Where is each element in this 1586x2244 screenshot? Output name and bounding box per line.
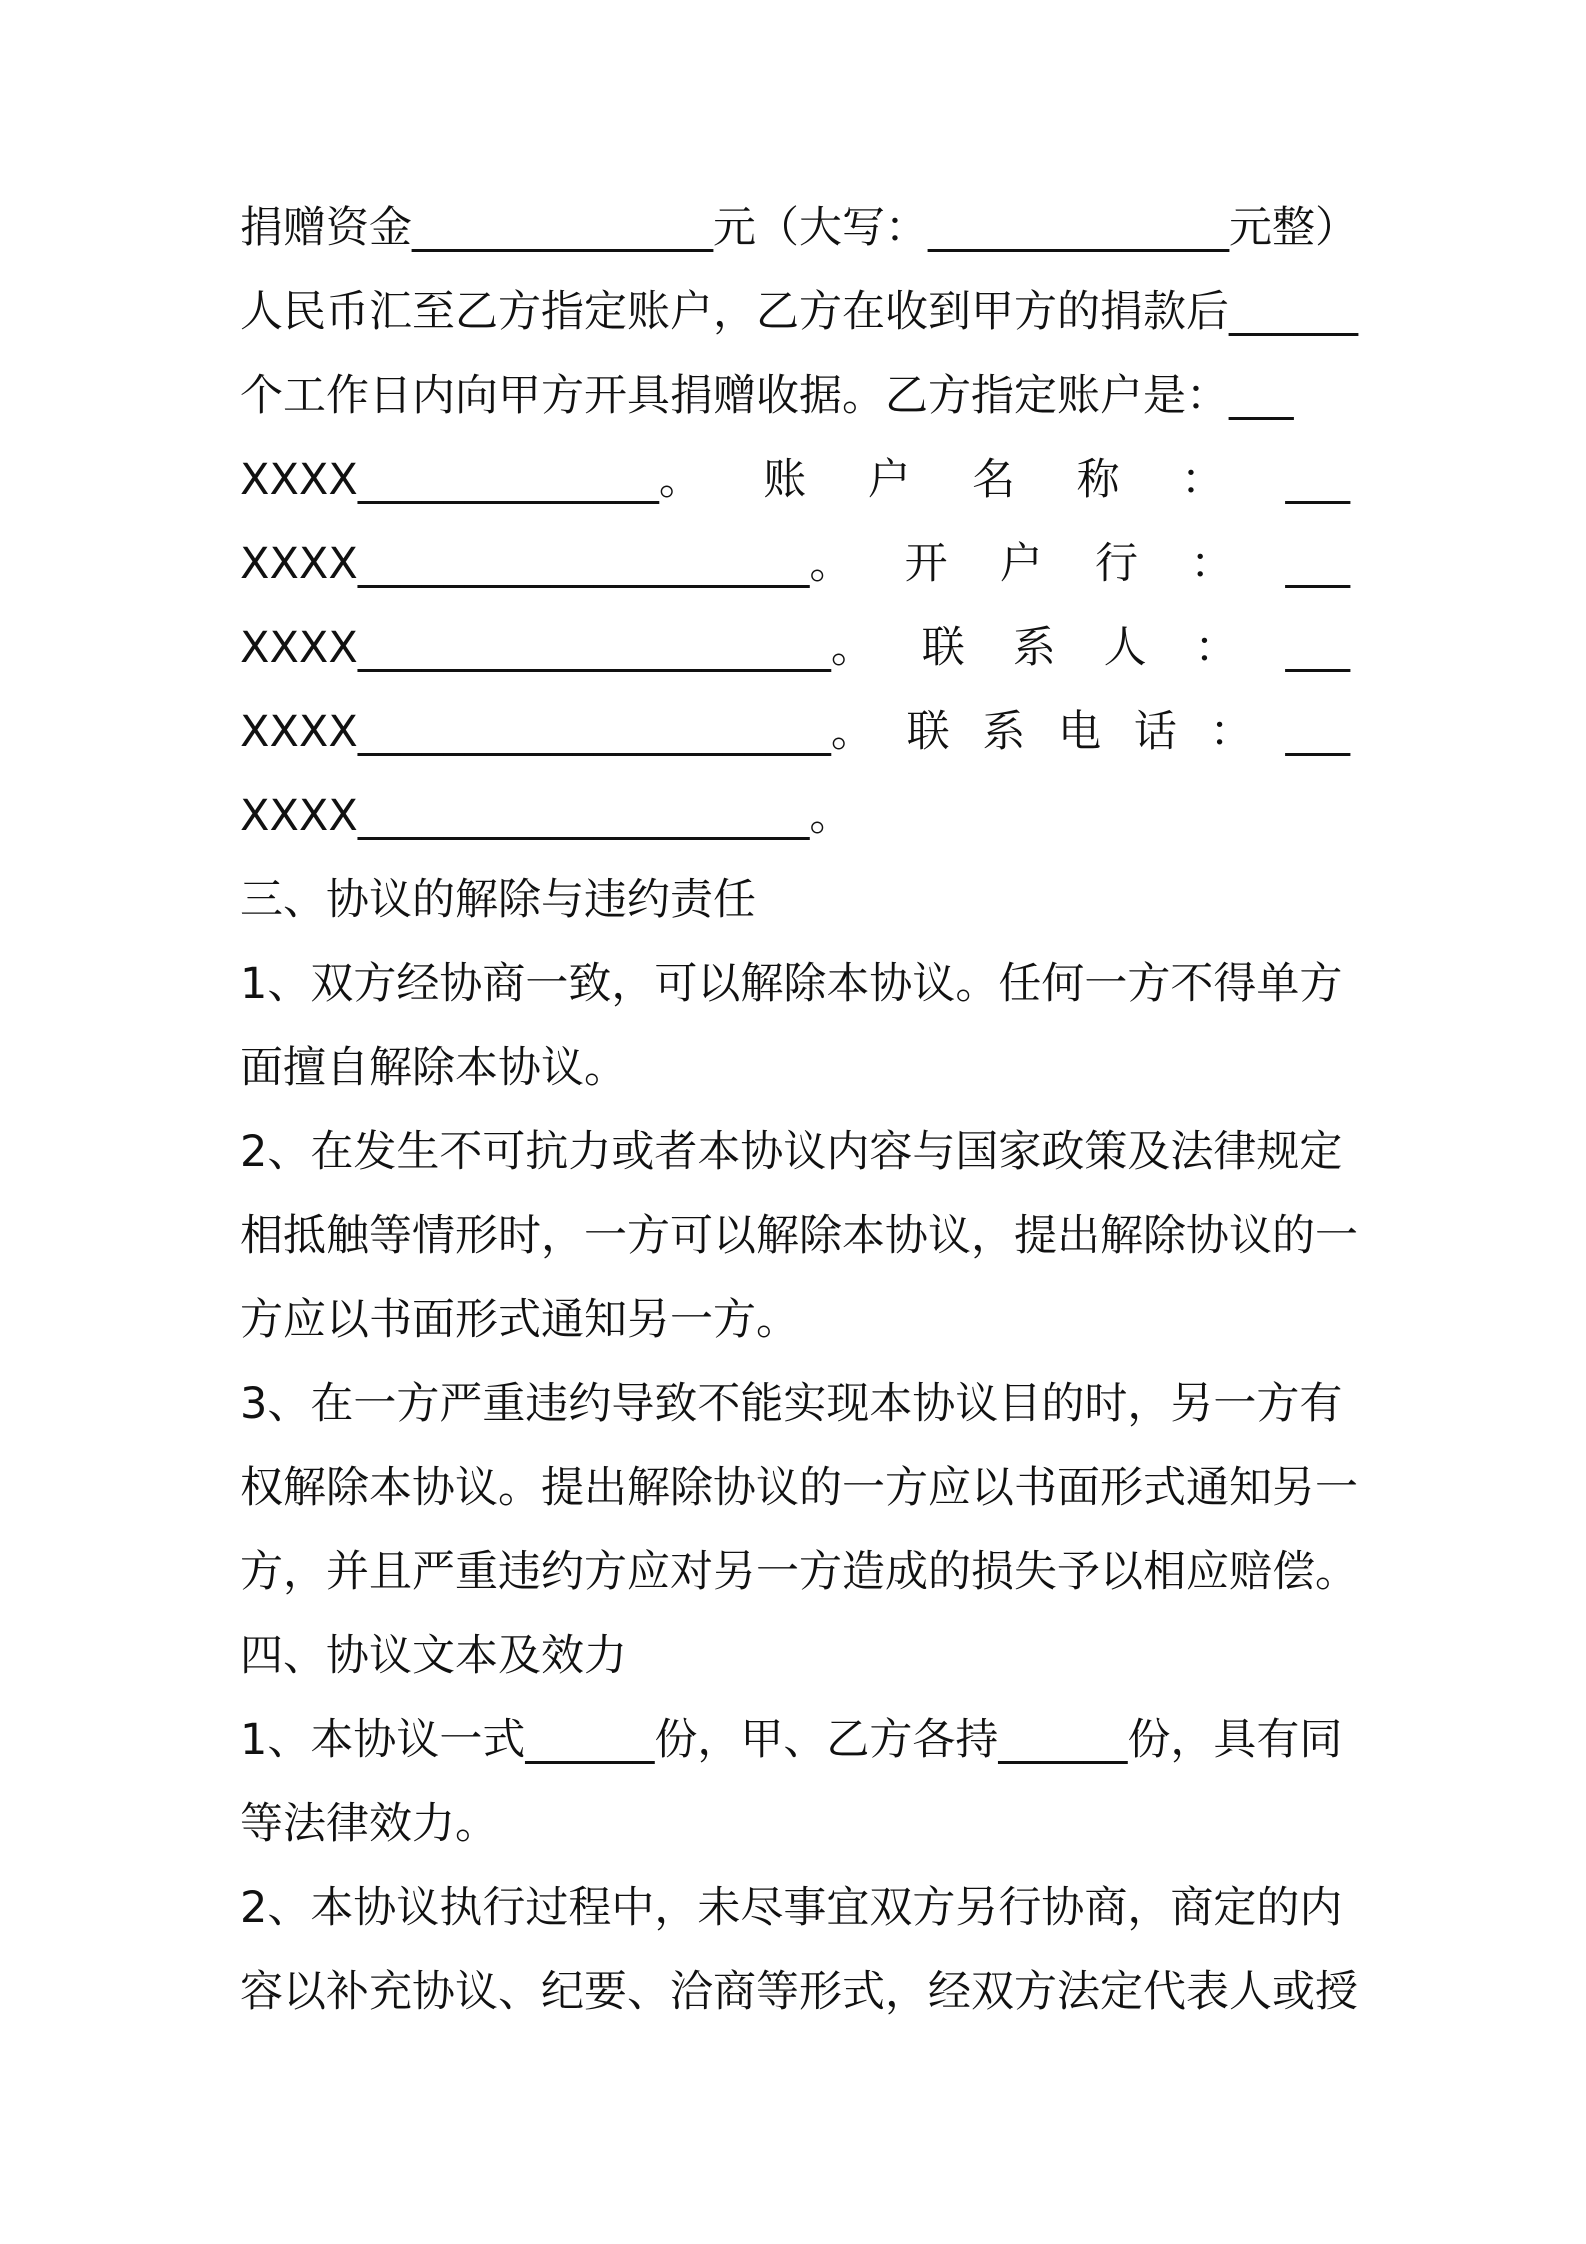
text-segment: 3、在一方严重违约导致不能实现本协议目的时，另一方有 [240,1379,1343,1429]
text-segment: ： [1209,707,1253,757]
text-segment: ___ [1285,623,1350,673]
text-segment: 方，并且严重违约方应对另一方造成的损失予以相应赔偿。 [240,1547,1358,1597]
doc-line-20 [240,1796,1350,1880]
doc-line-contact-person [240,620,1350,704]
text-segment: 相抵触等情形时，一方可以解除本协议，提出解除协议的一 [240,1211,1358,1261]
text-segment: 联 [906,707,950,757]
doc-line-1 [240,200,1358,284]
doc-line-22 [240,1964,1358,2048]
text-segment: 方应以书面形式通知另一方。 [240,1295,799,1345]
text-segment: 联 [921,623,965,673]
doc-line-10 [240,956,1350,1040]
doc-line-11 [240,1040,1350,1124]
text-segment: ： [1190,539,1234,589]
doc-line-account-name [240,452,1350,536]
doc-line-16 [240,1460,1358,1544]
text-segment: 话 [1133,707,1177,757]
doc-line-21 [240,1880,1350,1964]
doc-line-bank [240,536,1350,620]
text-segment: 捐赠资金______________元（大写：______________元整） [240,203,1358,253]
doc-line-contact-phone [240,704,1350,788]
text-segment: XXXX______________。 [240,455,702,505]
text-segment: 面擅自解除本协议。 [240,1043,627,1093]
section-heading-termination [240,872,1350,956]
text-segment: 开 [904,539,948,589]
text-segment: 1、双方经协商一致，可以解除本协议。任何一方不得单方 [240,959,1343,1009]
doc-line-19 [240,1712,1350,1796]
text-segment: 等法律效力。 [240,1799,498,1849]
text-segment: ___ [1285,539,1350,589]
doc-line-3 [240,368,1350,452]
text-segment: 系 [982,707,1026,757]
section-heading-validity [240,1628,1350,1712]
text-segment: 户 [999,539,1043,589]
text-segment: 名 [972,455,1016,505]
text-segment: 称 [1076,455,1120,505]
text-segment: ___ [1285,455,1350,505]
text-segment: 三、协议的解除与违约责任 [240,875,756,925]
text-segment: ： [1181,455,1225,505]
text-segment: 行 [1095,539,1138,589]
text-segment: 户 [867,455,911,505]
text-segment: 个工作日内向甲方开具捐赠收据。乙方指定账户是：___ [240,371,1294,421]
doc-line-15 [240,1376,1350,1460]
text-segment: 容以补充协议、纪要、洽商等形式，经双方法定代表人或授 [240,1967,1358,2017]
text-segment: 2、本协议执行过程中，未尽事宜双方另行协商，商定的内 [240,1883,1343,1933]
document-page [240,200,1358,2048]
text-segment: XXXX_____________________。 [240,791,853,841]
text-segment: 四、协议文本及效力 [240,1631,627,1681]
text-segment: 系 [1012,623,1056,673]
text-segment: 权解除本协议。提出解除协议的一方应以书面形式通知另一 [240,1463,1358,1513]
doc-line-2 [240,284,1358,368]
doc-line-8 [240,788,1350,872]
text-segment: 1、本协议一式______份，甲、乙方各持______份，具有同 [240,1715,1343,1765]
text-segment: 2、在发生不可抗力或者本协议内容与国家政策及法律规定 [240,1127,1343,1177]
doc-line-12 [240,1124,1350,1208]
text-segment: 账 [763,455,807,505]
text-segment: XXXX______________________。 [240,623,874,673]
text-segment: 电 [1058,707,1102,757]
text-segment: 人 [1103,623,1147,673]
text-segment: ___ [1285,707,1350,757]
text-segment: ： [1194,623,1238,673]
doc-line-13 [240,1208,1358,1292]
doc-line-14 [240,1292,1350,1376]
text-segment: XXXX______________________。 [240,707,874,757]
text-segment: XXXX_____________________。 [240,539,853,589]
doc-line-17 [240,1544,1358,1628]
text-segment: 人民币汇至乙方指定账户，乙方在收到甲方的捐款后______ [240,287,1358,337]
